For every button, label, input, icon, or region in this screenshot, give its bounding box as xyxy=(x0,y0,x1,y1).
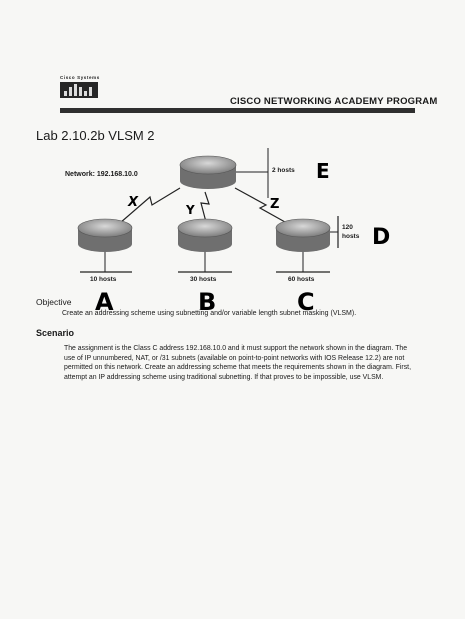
scenario-text: The assignment is the Class C address 192.168.10.0 and it must support the network shown in the diagram. The use of IP unnumbered, NAT, or /31 subnets (available on point-to-point networks with IOS Release 12.2) are not permitted on this network. Create an addressing scheme that meets the requirements shown in the diagram. First, attempt an IP addressing scheme using traditional subnetting. If that proves to be impossible, use VLSM. xyxy=(64,345,411,381)
annotation-d: D xyxy=(372,225,391,250)
hosts-e-label: 2 hosts xyxy=(272,167,295,174)
annotation-c: C xyxy=(297,288,315,316)
router-a xyxy=(78,219,132,252)
annotation-z: Z xyxy=(270,197,280,212)
lab-title: Lab 2.10.2b VLSM 2 xyxy=(36,128,155,143)
scenario-heading: Scenario xyxy=(36,328,75,338)
hosts-a-label: 10 hosts xyxy=(90,276,117,283)
annotation-x: X xyxy=(128,195,139,210)
objective-heading: Objective xyxy=(36,297,72,307)
annotation-y: Y xyxy=(186,203,195,217)
hosts-c-label: 60 hosts xyxy=(288,276,315,283)
objective-text: Create an addressing scheme using subnetting and/or variable length subnet masking (VLSM). xyxy=(62,310,357,317)
hosts-b-label: 30 hosts xyxy=(190,276,217,283)
program-title: CISCO NETWORKING ACADEMY PROGRAM xyxy=(230,96,438,107)
hosts-d-count: 120 xyxy=(342,224,353,231)
router-b xyxy=(178,219,232,252)
annotation-b: B xyxy=(198,288,217,316)
annotation-a: A xyxy=(95,288,114,316)
annotation-e: E xyxy=(316,159,330,183)
router-top xyxy=(180,156,236,189)
logo-wordmark: Cisco Systems xyxy=(60,75,100,80)
router-c xyxy=(276,219,330,252)
hosts-d-label: hosts xyxy=(342,233,360,240)
network-label: Network: 192.168.10.0 xyxy=(65,171,138,178)
link-y xyxy=(201,192,209,222)
